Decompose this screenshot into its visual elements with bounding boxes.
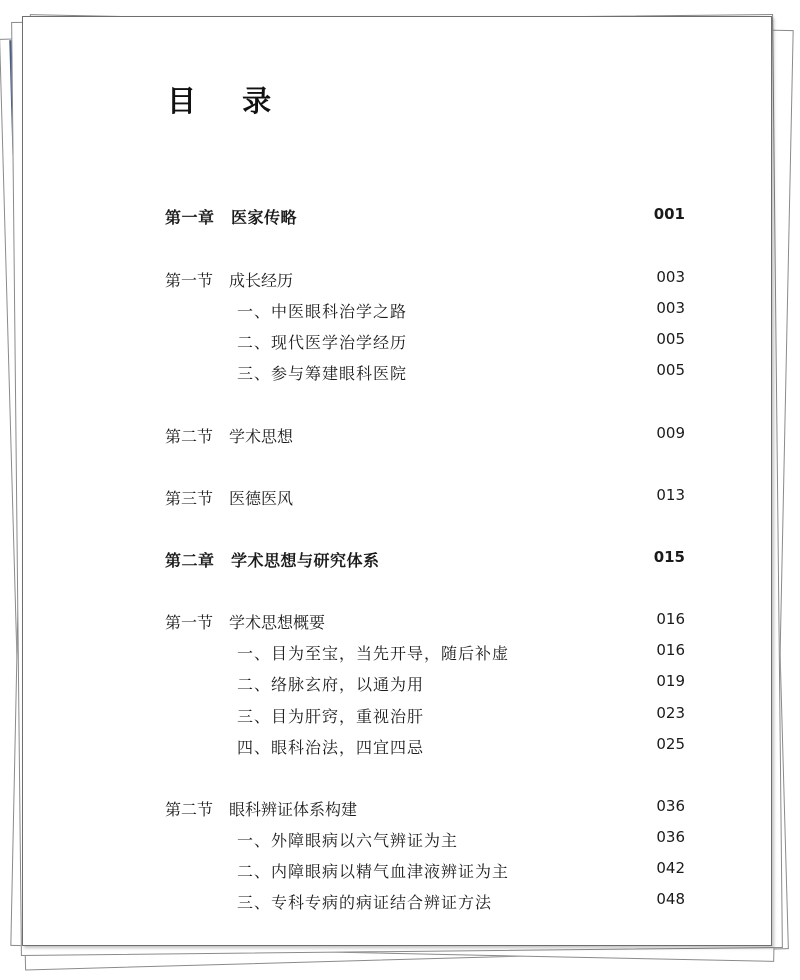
- toc-entry-label: 第一节 学术思想概要: [165, 613, 326, 632]
- toc-entry-page: 048: [656, 890, 685, 908]
- toc-entry[interactable]: [165, 704, 685, 726]
- toc-entry-label: 一、中医眼科治学之路: [237, 302, 408, 321]
- toc-page: [22, 16, 772, 946]
- toc-entry-label: 二、络脉玄府，以通为用: [237, 675, 425, 694]
- toc-entry[interactable]: [165, 797, 685, 819]
- toc-entry[interactable]: [165, 672, 685, 694]
- toc-entry-label: 第一章 医家传略: [165, 208, 298, 227]
- toc-entry[interactable]: [165, 828, 685, 850]
- toc-entry[interactable]: [165, 486, 685, 508]
- toc-entry-page: 015: [653, 548, 685, 566]
- toc-entry-label: 第二节 学术思想: [165, 427, 294, 446]
- toc-entry-label: 第二章 学术思想与研究体系: [165, 551, 380, 570]
- toc-entry[interactable]: [165, 205, 685, 227]
- toc-entry[interactable]: [165, 299, 685, 321]
- toc-entry-page: 009: [656, 424, 685, 442]
- toc-entry-page: 025: [656, 735, 685, 753]
- toc-entry-label: 四、眼科治法，四宜四忌: [237, 738, 425, 757]
- toc-entry-page: 036: [656, 797, 685, 815]
- toc-entry-page: 036: [656, 828, 685, 846]
- toc-entry-label: 第三节 医德医风: [165, 489, 294, 508]
- toc-entry-label: 第二节 眼科辨证体系构建: [165, 800, 358, 819]
- toc-entry-page: 019: [656, 672, 685, 690]
- toc-entry-page: 005: [656, 361, 685, 379]
- toc-entry-label: 三、参与筹建眼科医院: [237, 364, 408, 383]
- toc-entry-label: 一、外障眼病以六气辨证为主: [237, 831, 459, 850]
- toc-entry[interactable]: [165, 548, 685, 570]
- toc-entry-page: 016: [656, 641, 685, 659]
- toc-entry[interactable]: [165, 330, 685, 352]
- toc-entry[interactable]: [165, 859, 685, 881]
- toc-entry-page: 016: [656, 610, 685, 628]
- toc-entry[interactable]: [165, 268, 685, 290]
- page-title: 目 录: [167, 84, 290, 118]
- toc-entry-page: 001: [653, 205, 685, 223]
- toc-entry-label: 三、专科专病的病证结合辨证方法: [237, 893, 493, 912]
- toc-entry-label: 二、内障眼病以精气血津液辨证为主: [237, 862, 510, 881]
- toc-entry-page: 023: [656, 704, 685, 722]
- toc-entry[interactable]: [165, 610, 685, 632]
- toc-entry-label: 三、目为肝窍，重视治肝: [237, 707, 425, 726]
- toc-entry[interactable]: [165, 424, 685, 446]
- toc-entry-page: 013: [656, 486, 685, 504]
- toc-entry-label: 一、目为至宝，当先开导，随后补虚: [237, 644, 510, 663]
- toc-entry-page: 005: [656, 330, 685, 348]
- toc-entry[interactable]: [165, 361, 685, 383]
- toc-entry-page: 042: [656, 859, 685, 877]
- toc-entry[interactable]: [165, 641, 685, 663]
- toc-entry[interactable]: [165, 890, 685, 912]
- toc-entry[interactable]: [165, 735, 685, 757]
- toc-entry-label: 第一节 成长经历: [165, 271, 294, 290]
- toc-entry-page: 003: [656, 268, 685, 286]
- toc-entry-label: 二、现代医学治学经历: [237, 333, 408, 352]
- toc-entry-page: 003: [656, 299, 685, 317]
